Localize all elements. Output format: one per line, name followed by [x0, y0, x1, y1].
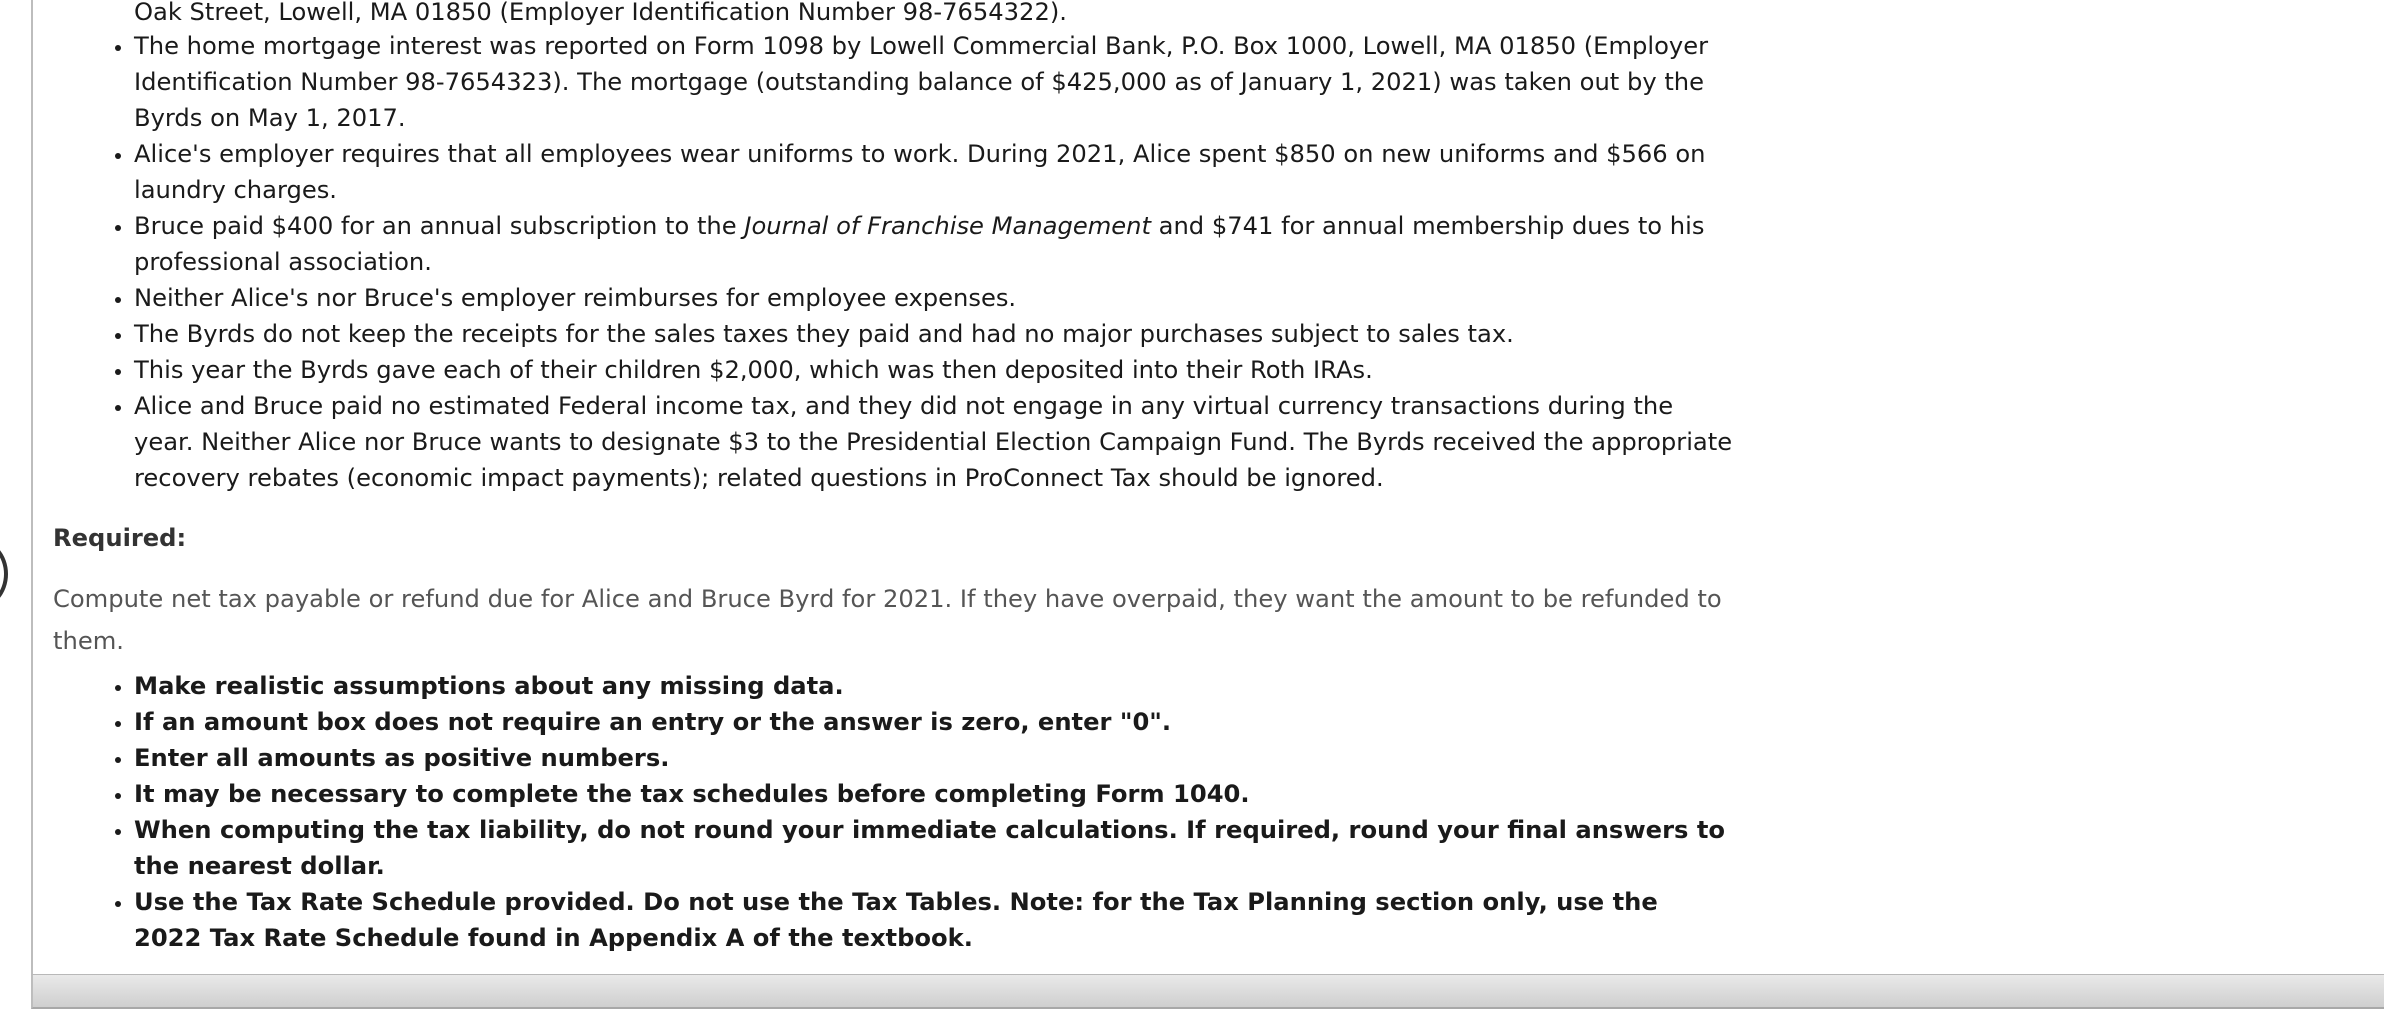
required-text: Compute net tax payable or refund due for Alice and Bruce Byrd for 2021. If they have overpaid, they want the amount to be refunded to them.: [53, 585, 1722, 655]
instruction-item: • Enter all amounts as positive numbers.: [134, 740, 1733, 776]
circle-icon: [0, 538, 8, 610]
journal-title: Journal of Franchise Management: [744, 212, 1151, 240]
list-item: [134, 208, 1733, 280]
list-item: • The Byrds do not keep the receipts for the sales taxes they paid and had no major purchases subject to sales tax.: [134, 316, 1733, 352]
horizontal-scrollbar[interactable]: [31, 974, 2384, 1009]
instructions-list: [53, 668, 1733, 956]
list-item: • Alice and Bruce paid no estimated Federal income tax, and they did not engage in any virtual currency transactions during the year. Neither Alice nor Bruce wants to designate $3 to the Presidential Election Campaign Fund. The Byrds received the appropriate recovery rebates (economic impact payments); related questions in ProConnect Tax should be ignored.: [134, 388, 1733, 496]
instruction-item: • Make realistic assumptions about any missing data.: [134, 668, 1733, 704]
required-heading: Required:: [53, 524, 187, 552]
instruction-item: • Use the Tax Rate Schedule provided. Do not use the Tax Tables. Note: for the Tax Planning section only, use the 2022 Tax Rate Schedule found in Appendix A of the textbook.: [134, 884, 1733, 956]
item-text: and $741 for annual membership dues to his professional association.: [134, 212, 1705, 276]
facts-list: [53, 28, 1733, 496]
list-item: • Alice's employer requires that all employees wear uniforms to work. During 2021, Alice spent $850 on new uniforms and $566 on laundry charges.: [134, 136, 1733, 208]
list-item: • The home mortgage interest was reported on Form 1098 by Lowell Commercial Bank, P.O. Box 1000, Lowell, MA 01850 (Employer Identification Number 98-7654323). The mortgage (outstanding balance of $425,000 as of January 1, 2021) was taken out by the Byrds on May 1, 2017.: [134, 28, 1733, 136]
instruction-item: • If an amount box does not require an entry or the answer is zero, enter "0".: [134, 704, 1733, 740]
fact-fragment: Oak Street, Lowell, MA 01850 (Employer Identification Number 98-7654322).: [134, 0, 1067, 26]
list-item: • Neither Alice's nor Bruce's employer reimburses for employee expenses.: [134, 280, 1733, 316]
list-item: • This year the Byrds gave each of their children $2,000, which was then deposited into their Roth IRAs.: [134, 352, 1733, 388]
item-text: Bruce paid $400 for an annual subscription to the: [134, 212, 745, 240]
instruction-item: • When computing the tax liability, do not round your immediate calculations. If required, round your final answers to the nearest dollar.: [134, 812, 1733, 884]
instruction-item: • It may be necessary to complete the tax schedules before completing Form 1040.: [134, 776, 1733, 812]
problem-content: [53, 0, 1733, 956]
